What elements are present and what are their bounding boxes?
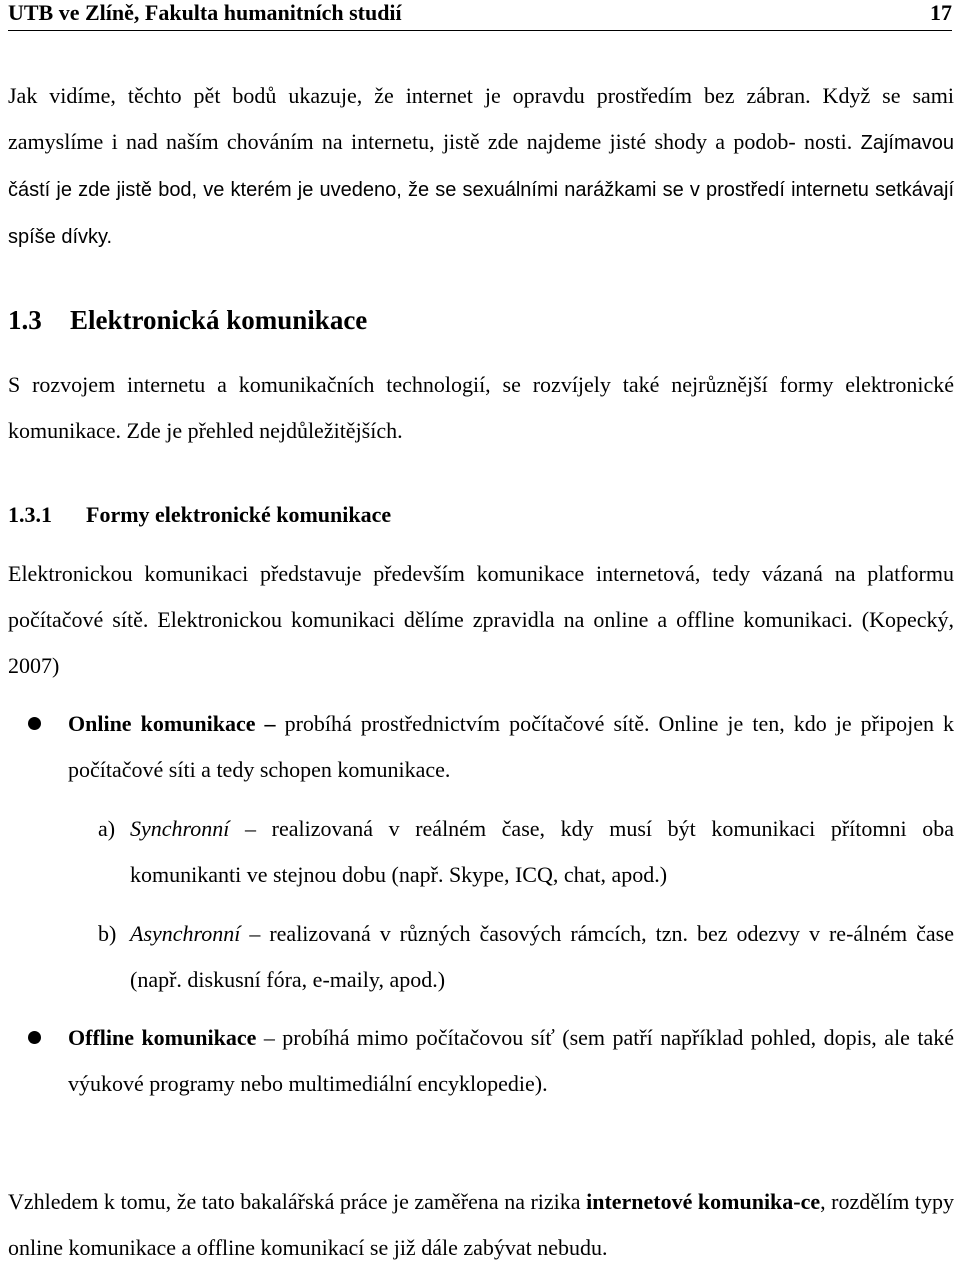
section-number: 1.3 (8, 305, 42, 335)
sub-item-a-label: a) (98, 816, 116, 841)
bullet-icon (28, 717, 41, 730)
sub-item-a-text: – realizovaná v reálném čase, kdy musí být komunikaci přítomni oba komunikanti ve stejnou dobu (např. Skype, ICQ, chat, apod.) (130, 816, 954, 887)
bullet-offline-term: Offline komunikace (68, 1025, 257, 1050)
sub-item-b-label: b) (98, 921, 117, 946)
bullet-icon (28, 1031, 41, 1044)
section-1-3-1-paragraph: Elektronickou komunikaci představuje především komunikace internetová, tedy vázaná na platformu počítačové sítě. Elektronickou komunikaci dělíme zpravidla na online a offline komunikaci. (Kopecký, 2007) (8, 561, 954, 678)
section-1-3-paragraph: S rozvojem internetu a komunikačních technologií, se rozvíjely také nejrůznější formy elektronické komunikace. Zde je přehled nejdůležitějších. (8, 372, 954, 443)
bullet-offline-text: – probíhá mimo počítačovou síť (sem patří například pohled, dopis, ale také výukové programy nebo multimediální encyklopedie). (68, 1025, 954, 1096)
subsection-number: 1.3.1 (8, 502, 52, 527)
section-heading-1-3-1 (8, 500, 391, 530)
closing-bold-term: internetové komunika-ce (586, 1189, 821, 1214)
subsection-title: Formy elektronické komunikace (86, 502, 392, 527)
header-title: UTB ve Zlíně, Fakulta humanitních studií (8, 0, 402, 25)
closing-text-1: Vzhledem k tomu, že tato bakalářská práce je zaměřena na rizika (8, 1189, 587, 1214)
sub-item-a-term: Synchronní (130, 816, 230, 841)
page-number: 17 (930, 0, 952, 25)
closing-text-2: , rozdělím typy online komunikace a offline komunikací se již dále zabývat nebudu. (8, 1189, 955, 1260)
bullet-online (68, 701, 954, 793)
page-header (8, 0, 952, 31)
sub-item-b-text: – realizovaná v různých časových rámcích, tzn. bez odezvy v re-álném čase (např. diskusní fóra, e-maily, apod.) (130, 921, 954, 992)
bullet-online-term: Online komunikace – (68, 711, 276, 736)
closing-paragraph (8, 1179, 954, 1271)
sub-item-b (130, 911, 954, 1003)
intro-text-serif-end: nosti. (803, 129, 853, 154)
sub-item-a (130, 806, 954, 898)
intro-text-sans: Zajímavou částí je zde jistě bod, ve kterém je uvedeno, že se sexuálními narážkami se v prostředí internetu setkávají spíše dívky. (8, 132, 954, 248)
section-title: Elektronická komunikace (70, 305, 368, 335)
intro-text: Jak vidíme, těchto pět bodů ukazuje, že internet je opravdu prostředím bez zábran. Když se sami zamyslíme i nad naším chováním na internetu, jistě zde najdeme jisté shody a podob- (8, 83, 954, 154)
section-heading-1-3 (8, 303, 367, 337)
intro-paragraph (8, 73, 954, 260)
bullet-offline (68, 1015, 954, 1107)
bullet-online-text: probíhá prostřednictvím počítačové sítě. Online je ten, kdo je připojen k počítačové síti a tedy schopen komunikace. (68, 711, 955, 782)
sub-item-b-term: Asynchronní (130, 921, 241, 946)
